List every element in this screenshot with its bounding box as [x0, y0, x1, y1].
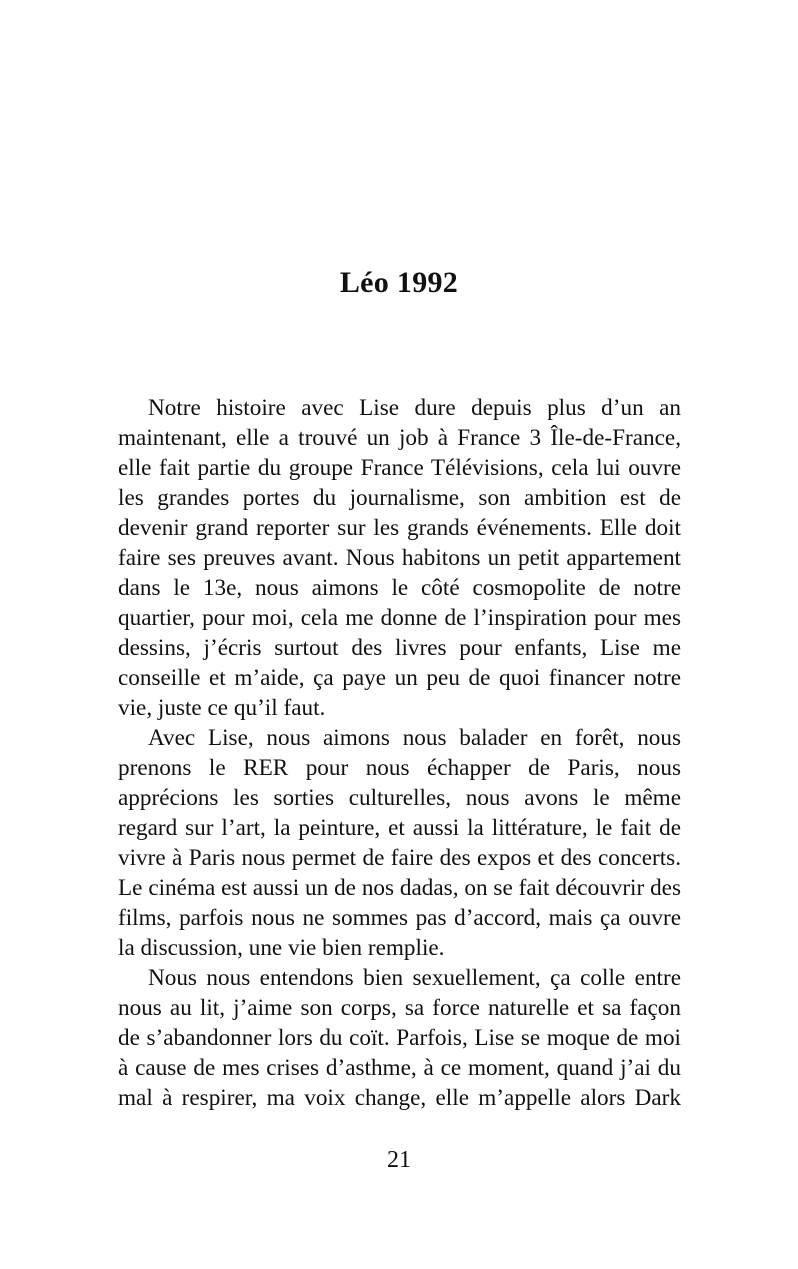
chapter-title: Léo 1992 — [339, 266, 459, 299]
paragraph-3: Nous nous entendons bien sexuellement, ça colle entre nous au lit, j’aime son corps, sa force naturelle et sa façon de s’abandonner lors du coït. Parfois, Lise se moque de moi à cause de mes crises d’asthme, à ce moment, quand j’ai du mal à respirer, ma voix change, elle m’appelle alors Dark — [118, 965, 681, 1111]
body-text — [118, 393, 681, 1113]
paragraph-2: Avec Lise, nous aimons nous balader en forêt, nous prenons le RER pour nous échapper de Paris, nous apprécions les sorties culturelles, nous avons le même regard sur l’art, la peinture, et aussi la littérature, le fait de vivre à Paris nous permet de faire des expos et des concerts. Le cinéma est aussi un de nos dadas, on se fait découvrir des films, parfois nous ne sommes pas d’accord, mais ça ouvre la discussion, une vie bien remplie. — [118, 725, 681, 961]
paragraph-1: Notre histoire avec Lise dure depuis plus d’un an maintenant, elle a trouvé un job à France 3 Île-de-France, elle fait partie du groupe France Télévisions, cela lui ouvre les grandes portes du journalisme, son ambition est de devenir grand reporter sur les grands événements. Elle doit faire ses preuves avant. Nous habitons un petit appartement dans le 13e, nous aimons le côté cosmopolite de notre quartier, pour moi, cela me donne de l’inspiration pour mes dessins, j’écris surtout des livres pour enfants, Lise me conseille et m’aide, ça paye un peu de quoi financer notre vie, juste ce qu’il faut. — [118, 395, 681, 721]
page-number: 21 — [387, 1147, 411, 1173]
